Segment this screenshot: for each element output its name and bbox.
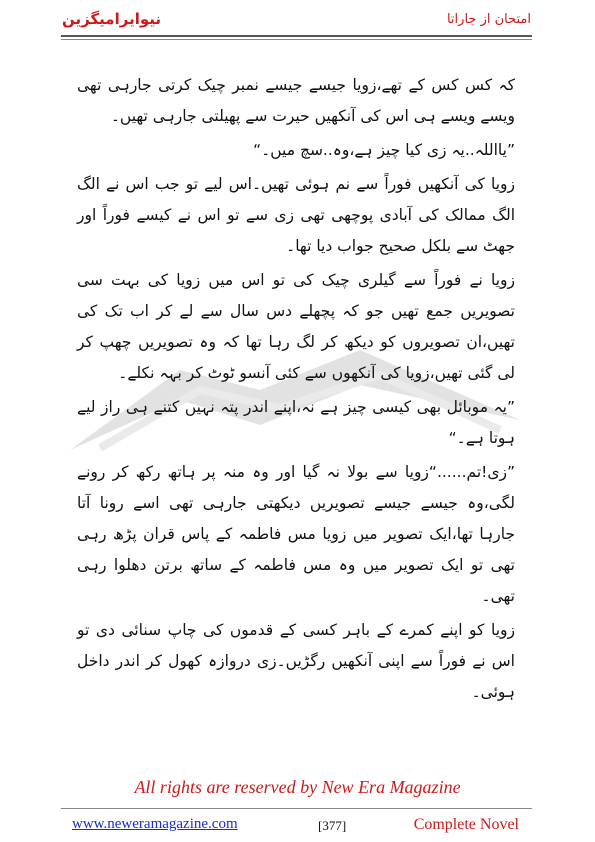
rights-notice: All rights are reserved by New Era Magazine (134, 777, 461, 797)
paragraph: ”یااللہ..یہ زی کیا چیز ہے،وہ..سچ میں۔“ (253, 141, 515, 159)
paragraph: زویا کی آنکھیں فوراً سے نم ہوئی تھیں۔اس لیے تو جب اس نے الگ الگ ممالک کی آبادی پوچھی تھی زی سے تو اس نے کیسے فوراً اور جھٹ سے بلکل صحیح جواب دیا تھا۔ (77, 175, 515, 255)
header-divider (61, 35, 532, 37)
paragraph: زویا نے فوراً سے گیلری چیک کی تو اس میں زویا کی بہت سی تصویریں جمع تھیں جو کہ پچھلے دس سال سے لے کر اب تک کی تھیں،ان تصویروں کو دیکھ کر لگ رہا تھا کہ وہ تصویریں چھپ کر لی گئی تھیں،زویا کی آنکھوں سے کئی آنسو ٹوٹ کر بہہ نکلے۔ (77, 271, 515, 382)
paragraph: زویا کو اپنے کمرے کے باہر کسی کے قدموں کی چاپ سنائی دی تو اس نے فوراً سے اپنی آنکھیں رگڑیں۔زی دروازہ کھول کر اندر داخل ہوئی۔ (77, 621, 515, 701)
paragraph: ”یہ موبائل بھی کیسی چیز ہے نہ،اپنے اندر پتہ نہیں کتنے ہی راز لیے ہوتا ہے۔“ (77, 398, 515, 447)
paragraph: کہ کس کس کے تھے،زویا جیسے جیسے نمبر چیک کرتی جارہی تھی ویسے ویسے ہی اس کی آنکھیں حیرت سے پھیلتی جارہی تھیں۔ (77, 76, 515, 125)
header-divider-thin (61, 39, 532, 40)
section-label: Complete Novel (413, 816, 519, 833)
paragraph: ”زی!تم......“زویا سے بولا نہ گیا اور وہ منہ پر ہاتھ رکھ کر رونے لگی،وہ جیسے جیسے تصویریں دیکھتی جارہی تھی اسے رونا آتا جارہا تھا،ایک تصویر میں زویا مس فاطمہ کے پاس قران پڑھ رہی تھی تو ایک تصویر میں وہ مس فاطمہ کے ساتھ برتن دھلوا رہی تھی۔ (77, 463, 515, 605)
footer-divider (61, 808, 532, 809)
magazine-name: نیوایرامیگزین (62, 10, 162, 28)
novel-title: امتحان از جاراتا (446, 12, 531, 27)
website-link[interactable]: www.neweramagazine.com (72, 816, 238, 832)
page-number: [377] (318, 818, 347, 833)
article-body (77, 70, 515, 711)
